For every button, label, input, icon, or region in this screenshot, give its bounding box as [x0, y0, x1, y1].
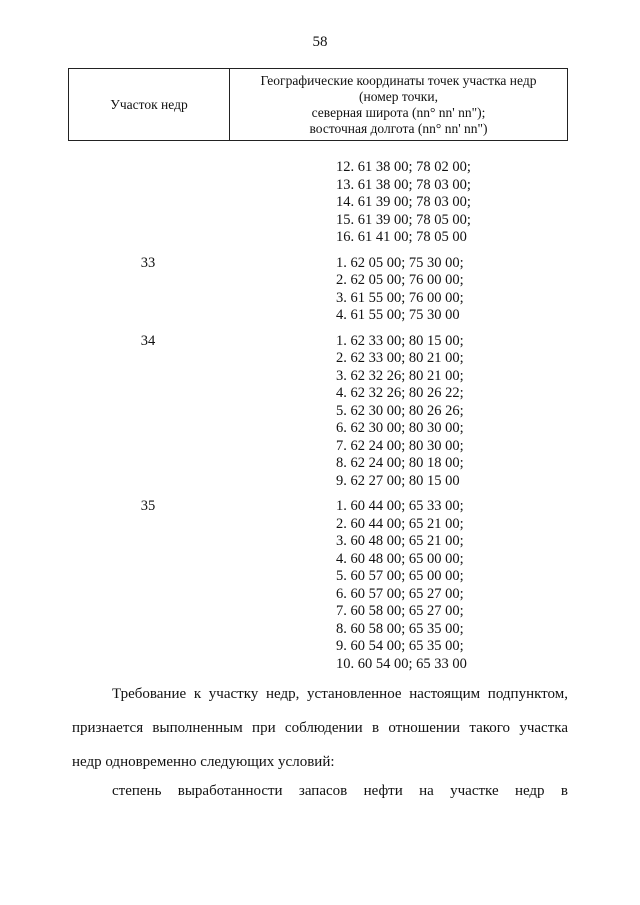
- coordinate-point: 4. 61 55 00; 75 30 00: [336, 307, 460, 323]
- coordinate-point: 7. 60 58 00; 65 27 00;: [336, 603, 464, 619]
- coordinate-point: 9. 62 27 00; 80 15 00: [336, 472, 460, 489]
- subsoil-site-number: 35: [140, 498, 156, 514]
- coordinate-point: 10. 60 54 00; 65 33 00: [336, 655, 467, 672]
- coordinate-point: 13. 61 38 00; 78 03 00;: [336, 176, 471, 193]
- header-coordinates-line: северная широта (nn° nn' nn");: [311, 104, 486, 120]
- coordinate-point: 16. 61 41 00; 78 05 00: [336, 229, 467, 245]
- coordinate-point: 3. 60 48 00; 65 21 00;: [336, 533, 464, 549]
- coordinate-point: 6. 60 57 00; 65 27 00;: [336, 585, 464, 602]
- header-coordinates-line: Географические координаты точек участка недр: [260, 72, 537, 88]
- coordinate-point: 14. 61 39 00; 78 03 00;: [336, 194, 471, 210]
- coordinate-point: 8. 62 24 00; 80 18 00;: [336, 455, 464, 471]
- coordinate-point: 3. 61 55 00; 76 00 00;: [336, 289, 464, 306]
- coordinate-point: 1. 60 44 00; 65 33 00;: [336, 498, 464, 514]
- paragraph-line: признается выполненным при соблюдении в отношении такого участка: [72, 720, 568, 736]
- coordinate-point: 2. 62 05 00; 76 00 00;: [336, 272, 464, 288]
- table-header: [68, 68, 568, 141]
- coordinate-point: 7. 62 24 00; 80 30 00;: [336, 437, 464, 454]
- coordinate-point: 15. 61 39 00; 78 05 00;: [336, 211, 471, 228]
- coordinate-point: 5. 60 57 00; 65 00 00;: [336, 568, 464, 584]
- page-number: 58: [312, 34, 328, 50]
- subsoil-site-number: 33: [140, 254, 156, 271]
- table-row: [0, 255, 640, 325]
- coordinate-point: 2. 60 44 00; 65 21 00;: [336, 515, 464, 532]
- coordinate-point: 1. 62 33 00; 80 15 00;: [336, 332, 464, 349]
- header-coordinates-line: (номер точки,: [359, 88, 438, 104]
- coordinate-point: 1. 62 05 00; 75 30 00;: [336, 254, 464, 271]
- paragraph-line: недр одновременно следующих условий:: [72, 754, 335, 770]
- subsoil-site-number: 34: [140, 332, 156, 349]
- coordinates-table-body: [0, 159, 640, 681]
- coordinate-point: 6. 62 30 00; 80 30 00;: [336, 420, 464, 436]
- coordinate-points: [336, 498, 467, 673]
- table-row: [0, 333, 640, 491]
- coordinate-point: 8. 60 58 00; 65 35 00;: [336, 620, 464, 637]
- header-column-coordinates: [230, 69, 567, 140]
- coordinate-points: [336, 159, 471, 247]
- header-coordinates-line: восточная долгота (nn° nn' nn"): [309, 120, 488, 136]
- coordinate-point: 4. 60 48 00; 65 00 00;: [336, 550, 464, 567]
- coordinate-points: [336, 333, 464, 491]
- header-column-subsoil-site: Участок недр: [69, 69, 230, 140]
- condition-line: степень выработанности запасов нефти на участке недр в: [112, 783, 568, 799]
- coordinate-point: 3. 62 32 26; 80 21 00;: [336, 367, 464, 384]
- coordinate-point: 5. 62 30 00; 80 26 26;: [336, 402, 464, 419]
- coordinate-point: 9. 60 54 00; 65 35 00;: [336, 638, 464, 654]
- coordinate-point: 4. 62 32 26; 80 26 22;: [336, 385, 464, 401]
- table-row: [0, 159, 640, 247]
- table-row: [0, 498, 640, 673]
- coordinate-point: 2. 62 33 00; 80 21 00;: [336, 350, 464, 366]
- coordinate-point: 12. 61 38 00; 78 02 00;: [336, 159, 471, 175]
- subsoil-site-number: [68, 159, 228, 247]
- requirement-paragraph: [72, 677, 568, 779]
- paragraph-line: Требование к участку недр, установленное настоящим подпунктом,: [112, 686, 568, 702]
- coordinate-points: [336, 255, 464, 325]
